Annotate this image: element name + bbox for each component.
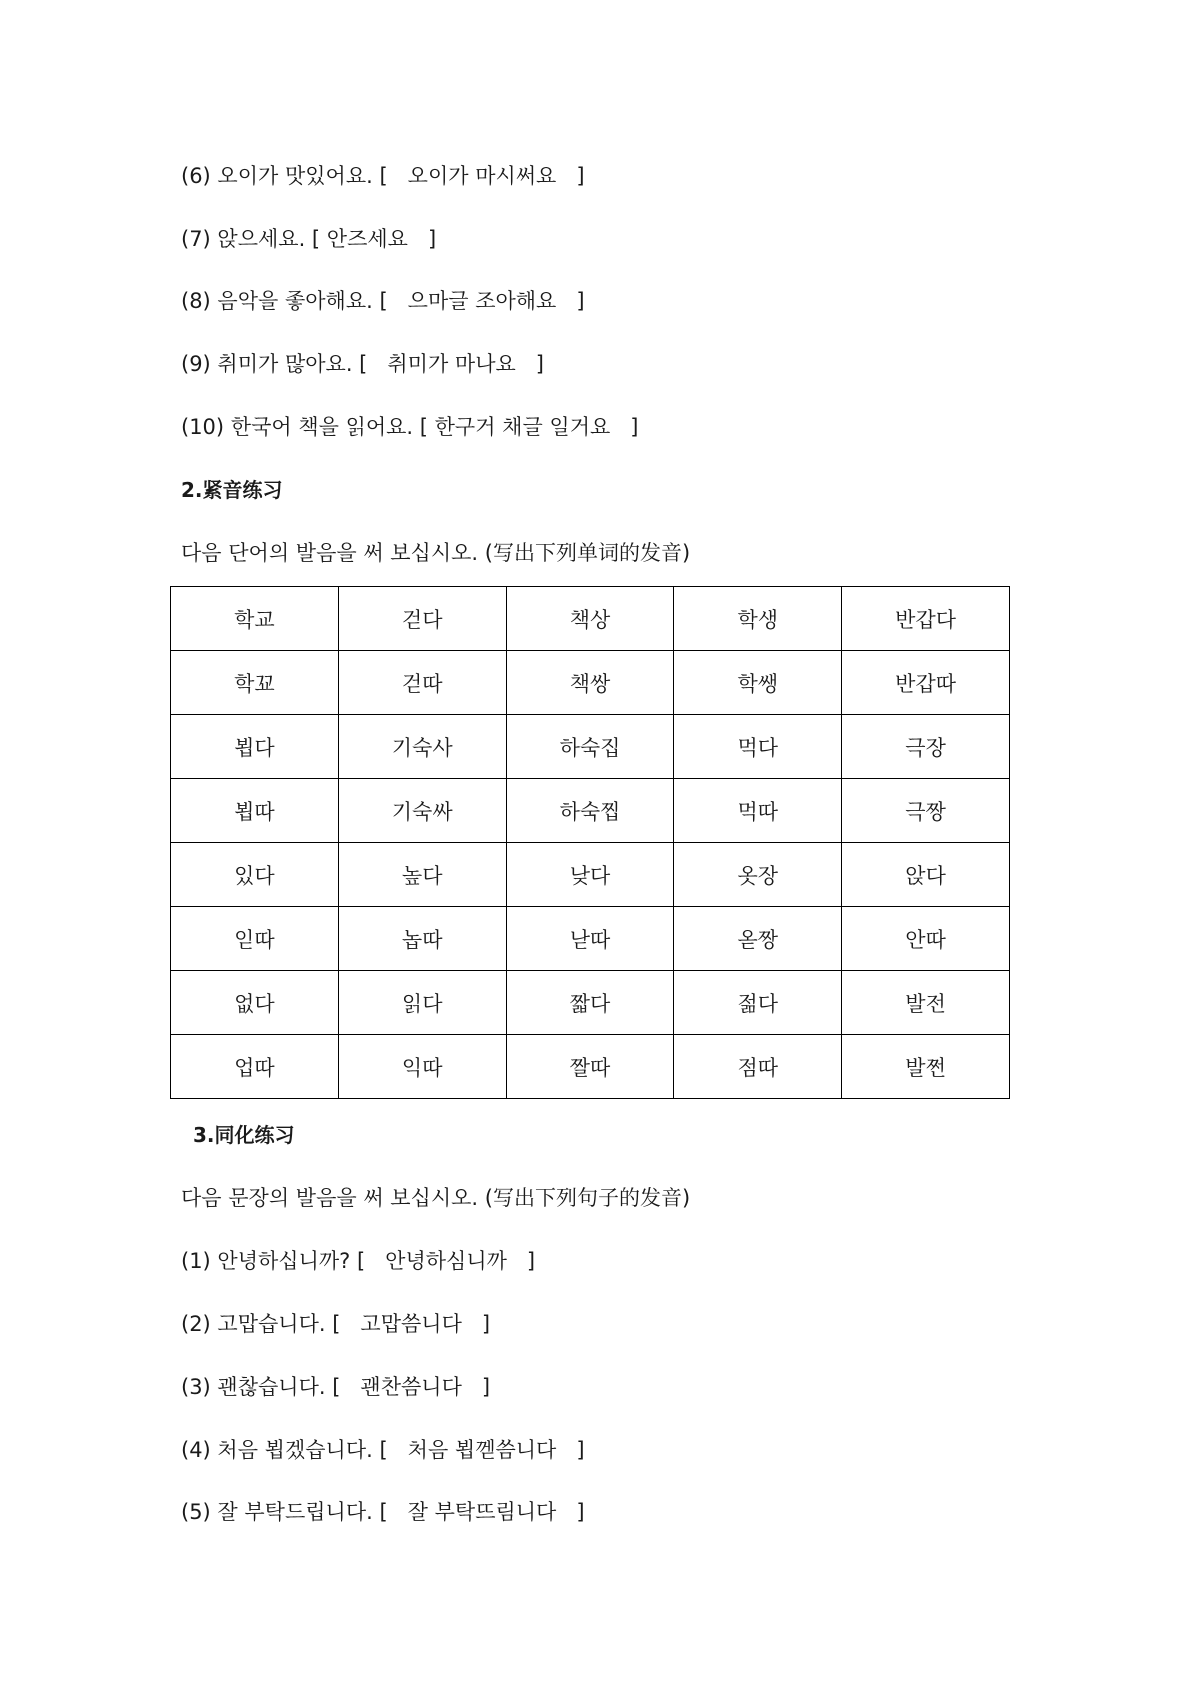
table-cell: 있다 xyxy=(171,843,339,907)
sentence-item-9: (9) 취미가 많아요. [ 취미가 마나요 ] xyxy=(181,352,544,376)
table-cell: 안따 xyxy=(842,907,1010,971)
table-cell: 먹따 xyxy=(674,779,842,843)
table-cell: 뵙따 xyxy=(171,779,339,843)
sentence-item-3: (3) 괜찮습니다. [ 괜찬씀니다 ] xyxy=(181,1375,491,1399)
table-cell: 학교 xyxy=(171,587,339,651)
table-row xyxy=(171,651,1010,715)
table-cell: 걷다 xyxy=(338,587,506,651)
table-cell: 하숙찝 xyxy=(506,779,674,843)
table-row xyxy=(171,971,1010,1035)
table-cell: 극장 xyxy=(842,715,1010,779)
table-cell: 점따 xyxy=(674,1035,842,1099)
table-row xyxy=(171,843,1010,907)
sentence-item-8: (8) 음악을 좋아해요. [ 으마글 조아해요 ] xyxy=(181,289,585,313)
table-cell: 업따 xyxy=(171,1035,339,1099)
sentence-item-10: (10) 한국어 책을 읽어요. [ 한구거 채글 일거요 ] xyxy=(181,415,639,439)
table-cell: 학꾜 xyxy=(171,651,339,715)
table-cell: 학쌩 xyxy=(674,651,842,715)
table-cell: 앉다 xyxy=(842,843,1010,907)
section2-heading: 2.紧音练习 xyxy=(181,478,283,502)
table-cell: 짧다 xyxy=(506,971,674,1035)
table-row xyxy=(171,779,1010,843)
table-cell: 걷따 xyxy=(338,651,506,715)
section3-heading: 3.同化练习 xyxy=(193,1123,295,1147)
table-row xyxy=(171,715,1010,779)
section2-instruction: 다음 단어의 발음을 써 보십시오. (写出下列单词的发音) xyxy=(181,541,691,565)
table-cell: 반갑다 xyxy=(842,587,1010,651)
table-cell: 읽다 xyxy=(338,971,506,1035)
table-cell: 하숙집 xyxy=(506,715,674,779)
table-row xyxy=(171,1035,1010,1099)
table-cell: 기숙사 xyxy=(338,715,506,779)
table-cell: 없다 xyxy=(171,971,339,1035)
table-cell: 책쌍 xyxy=(506,651,674,715)
table-cell: 뵙다 xyxy=(171,715,339,779)
table-cell: 먹다 xyxy=(674,715,842,779)
table-cell: 낮다 xyxy=(506,843,674,907)
table-cell: 기숙싸 xyxy=(338,779,506,843)
table-cell: 읻따 xyxy=(171,907,339,971)
table-cell: 책상 xyxy=(506,587,674,651)
sentence-item-6: (6) 오이가 맛있어요. [ 오이가 마시써요 ] xyxy=(181,164,585,188)
table-cell: 높다 xyxy=(338,843,506,907)
table-row xyxy=(171,587,1010,651)
pronunciation-table xyxy=(170,586,1010,1099)
sentence-item-7: (7) 앉으세요. [ 안즈세요 ] xyxy=(181,227,437,251)
table-cell: 옷장 xyxy=(674,843,842,907)
table-cell: 옫짱 xyxy=(674,907,842,971)
sentence-item-4: (4) 처음 뵙겠습니다. [ 처음 뵙껟씀니다 ] xyxy=(181,1438,585,1462)
table-cell: 짤따 xyxy=(506,1035,674,1099)
sentence-item-5: (5) 잘 부탁드립니다. [ 잘 부탁뜨림니다 ] xyxy=(181,1500,585,1524)
table-cell: 반갑따 xyxy=(842,651,1010,715)
table-cell: 익따 xyxy=(338,1035,506,1099)
table-cell: 젊다 xyxy=(674,971,842,1035)
table-cell: 발전 xyxy=(842,971,1010,1035)
sentence-item-2: (2) 고맙습니다. [ 고맙씀니다 ] xyxy=(181,1312,491,1336)
table-cell: 낟따 xyxy=(506,907,674,971)
table-cell: 극짱 xyxy=(842,779,1010,843)
table-cell: 발쩐 xyxy=(842,1035,1010,1099)
table-cell: 학생 xyxy=(674,587,842,651)
table-cell: 놉따 xyxy=(338,907,506,971)
sentence-item-1: (1) 안녕하십니까? [ 안녕하심니까 ] xyxy=(181,1249,536,1273)
section3-instruction: 다음 문장의 발음을 써 보십시오. (写出下列句子的发音) xyxy=(181,1186,691,1210)
table-row xyxy=(171,907,1010,971)
